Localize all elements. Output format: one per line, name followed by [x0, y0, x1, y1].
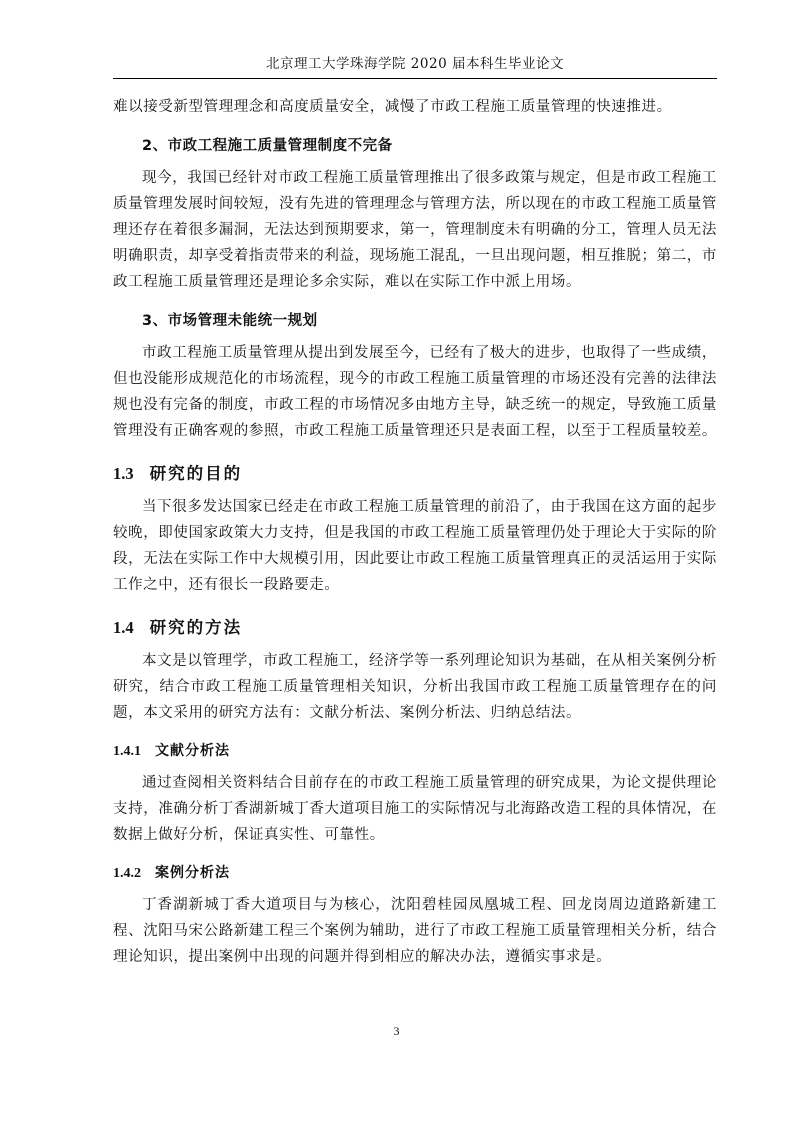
section-number: 1.4.1 — [113, 744, 141, 759]
paragraph-continued: 难以接受新型管理理念和高度质量安全，减慢了市政工程施工质量管理的快速推进。 — [113, 99, 672, 115]
section-number: 1.4.2 — [113, 866, 141, 881]
section-heading-1-3 — [113, 460, 717, 484]
section-heading-1-4-2 — [113, 862, 717, 882]
paragraph-literature-analysis: 通过查阅相关资料结合目前存在的市政工程施工质量管理的研究成果，为论文提供理论支持，准确分析丁香湖新城丁香大道项目施工的实际情况与北海路改造工程的具体情况，在数据上做好分析，保证真实性、可靠性。 — [113, 775, 717, 843]
section-title: 案例分析法 — [155, 865, 230, 881]
paragraph-case-analysis: 丁香湖新城丁香大道项目与为核心，沈阳碧桂园凤凰城工程、回龙岗周边道路新建工程、沈阳马宋公路新建工程三个案例为辅助，进行了市政工程施工质量管理相关分析，结合理论知识，提出案例中出现的问题并得到相应的解决办法，遵循实事求是。 — [113, 897, 717, 965]
paragraph-management-system: 现今，我国已经针对市政工程施工质量管理推出了很多政策与规定，但是市政工程施工质量管理发展时间较短，没有先进的管理理念与管理方法，所以现在的市政工程施工质量管理还存在着很多漏洞，无法达到预期要求，第一，管理制度未有明确的分工，管理人员无法明确职责，却享受着指责带来的利益，现场施工混乱，一旦出现问题，相互推脱；第二，市政工程施工质量管理还是理论多余实际，难以在实际工作中派上用场。 — [113, 170, 717, 290]
section-title: 研究的方法 — [149, 618, 243, 637]
section-heading-1-4 — [113, 614, 717, 638]
section-number: 1.4 — [113, 618, 134, 637]
paragraph-research-purpose: 当下很多发达国家已经走在市政工程施工质量管理的前沿了，由于我国在这方面的起步较晚，即使国家政策大力支持，但是我国的市政工程施工质量管理仍处于理论大于实际的阶段，无法在实际工作中大规模引用，因此要让市政工程施工质量管理真正的灵活运用于实际工作之中，还有很长一段路要走。 — [113, 499, 717, 593]
running-header: 北京理工大学珠海学院 2020 届本科生毕业论文 — [266, 56, 564, 72]
subheading-management-system: 2、市政工程施工质量管理制度不完备 — [142, 138, 393, 154]
page-number: 3 — [393, 1024, 400, 1038]
section-title: 文献分析法 — [155, 743, 230, 759]
paragraph-research-method: 本文是以管理学，市政工程施工，经济学等一系列理论知识为基础，在从相关案例分析研究，结合市政工程施工质量管理相关知识，分析出我国市政工程施工质量管理存在的问题，本文采用的研究方法有：文献分析法、案例分析法、归纳总结法。 — [113, 653, 717, 721]
page-body — [113, 90, 717, 970]
section-heading-1-4-1 — [113, 740, 717, 760]
section-number: 1.3 — [113, 464, 134, 483]
subheading-market-management: 3、市场管理未能统一规划 — [142, 313, 318, 329]
section-title: 研究的目的 — [149, 464, 243, 483]
header-rule — [113, 78, 717, 79]
paragraph-market-management: 市政工程施工质量管理从提出到发展至今，已经有了极大的进步，也取得了一些成绩，但也没能形成规范化的市场流程，现今的市政工程施工质量管理的市场还没有完善的法律法规也没有完备的制度，市政工程的市场情况多由地方主导，缺乏统一的规定，导致施工质量管理没有正确客观的参照，市政工程施工质量管理还只是表面工程，以至于工程质量较差。 — [113, 345, 717, 439]
